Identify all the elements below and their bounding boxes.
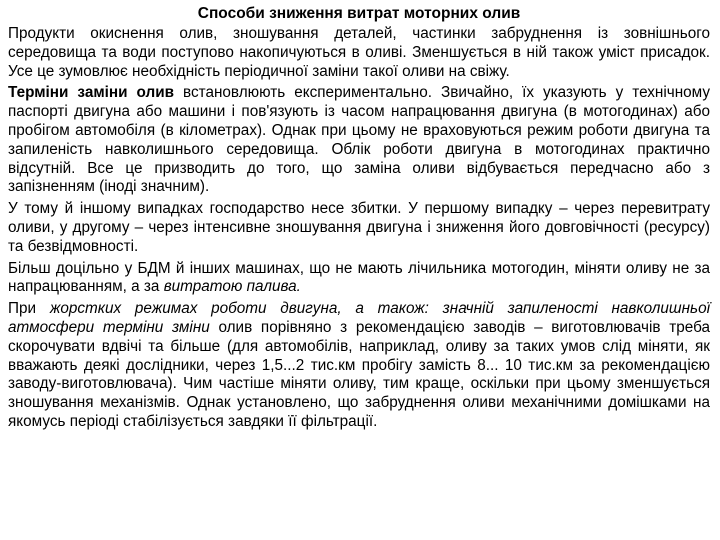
page-title: Способи зниження витрат моторних олив [197,5,521,22]
paragraph-italic-phrase: жорстких режимах роботи двигуна, а також: значній запиленості навколишньої атмосфери терміни зміни [8,300,710,336]
paragraph-text: встановлюють експериментально. Звичайно, їх указують у технічному паспорті двигуна або машини і пов'язують із часом напрацювання двигуна (в мотогодинах) або пробігом автомобіля (в кілометрах). Однак при цьому не враховуються режим роботи двигуна та запиленість навколишнього середовища. Облік роботи двигуна в мотогодинах практично відсутній. Все це призводить до того, що заміна оливи відбувається передчасно або з запізненням (іноді значним). [8,84,710,196]
paragraph-losses [8,200,710,256]
paragraph-hard-conditions [8,300,710,432]
paragraph-change-terms [8,84,710,197]
paragraph-oxidation [8,25,710,81]
paragraph-text: Більш доцільно у БДМ й інших машинах, що не мають лічильника мотогодин, міняти оливу не за напрацюванням, а за [8,259,710,296]
paragraph-start: При [8,300,50,318]
paragraph-lead-bold: Терміни заміни олив [8,84,175,102]
paragraph-text: У тому й іншому випадках господарство несе збитки. У першому випадку – через перевитрату оливи, у другому – через інтенсивне зношування двигуна і зниження його довговічності (ресурсу) та безвідмовності. [8,200,710,255]
paragraph-text: Продукти окиснення олив, зношування деталей, частинки забруднення із зовнішнього середовища та води поступово накопичуються в оливі. Зменшується в ній також уміст присадок. Усе це зумовлює необхідність періодичної заміни такої оливи на свіжу. [8,25,710,80]
paragraph-text: олив порівняно з рекомендацією заводів – виготовлювачів треба скорочувати вдвічі та більше (для автомобілів, наприклад, оливу за таких умов слід міняти, як вважають деякі дослідники, через 1,5...2 тис.км пробігу замість 8... 10 тис.км за рекомендацією заводу-виготовлювача). Чим частіше міняти оливу, тим краще, оскільки при цьому зменшується зношування механізмів. Однак установлено, що забруднення оливи механічними домішками на якомусь періоді стабілізується завдяки її фільтрації. [8,318,710,430]
paragraph-fuel-consumption [8,260,710,298]
paragraph-italic-end: витратою палива. [163,278,301,296]
